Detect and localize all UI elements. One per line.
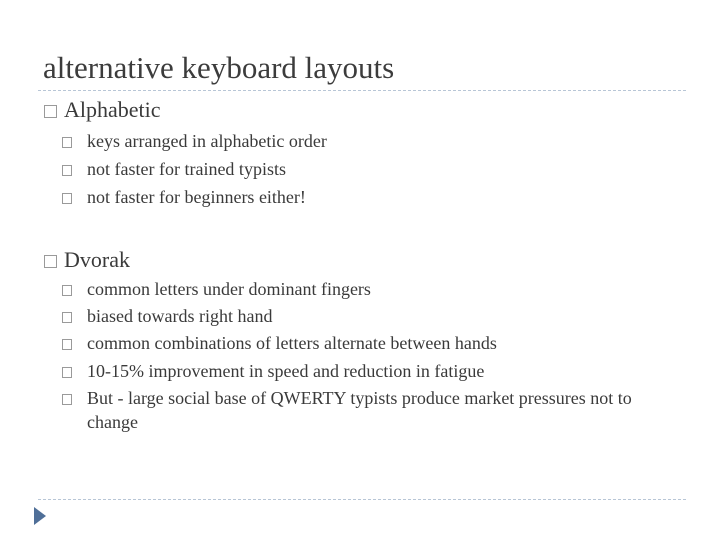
bullet-icon: [62, 165, 72, 176]
bullet-icon: [62, 285, 72, 296]
section-heading-dvorak: [44, 247, 130, 273]
title-divider: [38, 90, 686, 91]
bullet-icon: [62, 312, 72, 323]
bullet-icon: [62, 137, 72, 148]
list-item: [62, 331, 662, 355]
bullet-icon: [62, 394, 72, 405]
slide-title: alternative keyboard layouts: [43, 50, 395, 85]
bullet-icon: [62, 193, 72, 204]
footer-divider: [38, 499, 686, 500]
section-heading-alphabetic: [44, 97, 161, 123]
list-item-text: biased towards right hand: [87, 306, 273, 326]
section-heading-label: Dvorak: [64, 247, 130, 272]
list-item: [62, 386, 662, 432]
list-item: [62, 129, 662, 153]
list-item-text: But - large social base of QWERTY typists produce market pressures not to change: [87, 388, 632, 432]
bullet-icon: [44, 105, 57, 118]
bullet-icon: [62, 367, 72, 378]
list-item: [62, 277, 662, 301]
bullet-icon: [44, 255, 57, 268]
list-item-text: keys arranged in alphabetic order: [87, 131, 327, 151]
list-item-text: 10-15% improvement in speed and reduction in fatigue: [87, 361, 485, 381]
list-item-text: common combinations of letters alternate between hands: [87, 333, 497, 353]
section-heading-label: Alphabetic: [64, 97, 161, 122]
list-item-text: common letters under dominant fingers: [87, 279, 371, 299]
next-slide-arrow-icon[interactable]: [34, 507, 46, 525]
list-item: [62, 359, 662, 383]
list-item: [62, 157, 662, 181]
list-item-text: not faster for trained typists: [87, 159, 286, 179]
list-item: [62, 304, 662, 328]
list-item: [62, 185, 662, 209]
bullet-icon: [62, 339, 72, 350]
list-item-text: not faster for beginners either!: [87, 187, 306, 207]
